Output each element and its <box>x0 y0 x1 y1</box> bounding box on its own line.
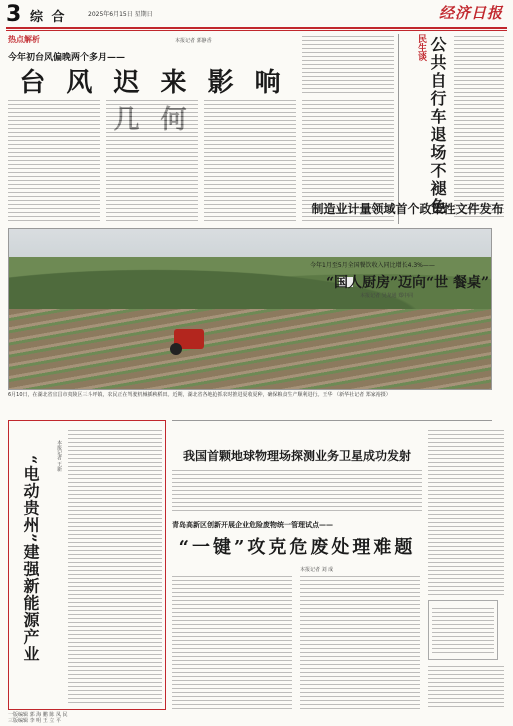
sidebar-kicker: 民生谈 <box>416 34 426 61</box>
lead-headline: 台 风 迟 来 影 响 <box>19 68 287 98</box>
waste-text-col2 <box>300 574 420 710</box>
boxed-text <box>68 428 162 704</box>
waste-subhead: 青岛高新区创新开展企业危险废物统一管理试点—— <box>172 521 333 529</box>
boxed-author: 本报记者 王新 <box>56 440 62 472</box>
header-rule <box>6 27 507 29</box>
editor-line-2: 三版编辑 李 明 王 立 平 <box>8 718 61 724</box>
boxed-headline: “电动贵州”建强新能源产业 <box>21 455 40 663</box>
photo-caption: 6月10日，在湖北省宜昌市夷陵区三斗坪镇，农民正在驾驶机械插秧稻田。近期，湖北省各地抢抓农时推进夏收夏种，确保粮食生产顺利进行。王华 （新华社记者 郑家裕摄） <box>8 392 391 398</box>
sidebar-text <box>454 34 504 220</box>
restaurant-headline: “国人厨房”迈向“世 餐桌” <box>325 275 490 291</box>
lead-text-col3 <box>204 98 296 224</box>
editor-credits <box>8 712 168 724</box>
section-title: 综 合 <box>30 10 67 25</box>
tractor-shape <box>174 329 204 349</box>
editor-line-1: 一版编辑 郭 海 鹏 陈 凤 民 <box>8 712 68 718</box>
news-photo <box>8 228 492 390</box>
lead-kicker: 热点解析 <box>8 35 40 44</box>
waste-headline: “一键”攻克危废处理难题 <box>178 537 416 558</box>
sidebar-headline: 公共自行车退场不褪色 <box>428 36 447 216</box>
lead-text-col2 <box>106 98 198 224</box>
sidebar-rule <box>398 34 418 224</box>
right-text-bottom <box>428 664 504 710</box>
right-text-lower <box>428 428 504 596</box>
waste-text-col1 <box>172 574 292 710</box>
page-number: 3 <box>6 2 22 27</box>
issue-date: 2025年6月15日 星期日 <box>88 11 153 18</box>
divider <box>172 420 492 421</box>
lead-subhead: 今年初台风偏晚两个多月—— <box>8 53 126 63</box>
lead-text-col5 <box>302 34 394 94</box>
newspaper-logo: 经济日报 <box>438 4 503 22</box>
header-rule-thin <box>6 30 507 31</box>
right-story-headline: 制造业计量领域首个政策性文件发布 <box>311 202 504 216</box>
restaurant-subline: 今年1月至5月全国餐饮收入同比增长4.3%—— <box>310 262 435 269</box>
satellite-text <box>172 468 422 514</box>
restaurant-author: 本报记者 吴龙通 郑中同 <box>360 293 414 299</box>
satellite-headline: 我国首颗地球物理场探测业务卫星成功发射 <box>182 449 411 463</box>
info-box-text <box>432 606 494 656</box>
lead-author: 本报记者 郭静香 <box>175 38 212 44</box>
lead-text-col1 <box>8 98 100 224</box>
waste-author: 本报记者 刘 成 <box>300 567 334 573</box>
